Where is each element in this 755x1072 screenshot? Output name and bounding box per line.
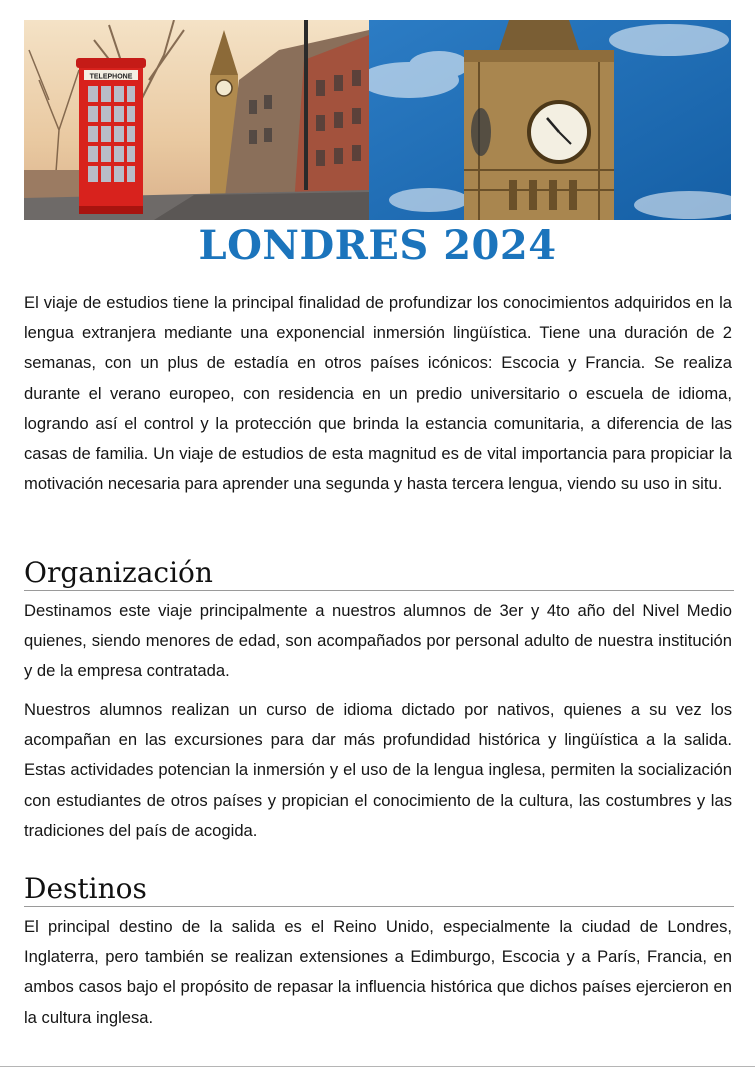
- organizacion-paragraph-1: Destinamos este viaje principalmente a nuestros alumnos de 3er y 4to año del Nivel Medio quienes, siendo menores de edad, son acompañados por personal adulto de nuestra institución y de la empresa contratada.: [24, 601, 732, 681]
- intro-paragraph: El viaje de estudios tiene la principal finalidad de profundizar los conocimientos adquiridos en la lengua extranjera mediante una exponencial inmersión lingüística. Tiene una duración de 2 semanas, con un plus de estadía en otros países icónicos: Escocia y Francia. Se realiza durante el verano europeo, con residencia en un predio universitario o escuela de idioma, logrando así el control y la protección que brinda la estancia comunitaria, a diferencia de las casas de familia. Un viaje de estudios de esta magnitud es de vital importancia para propiciar la motivación necesaria para aprender una segunda y hasta tercera lengua, viendo su uso in situ.: [24, 293, 732, 494]
- london-street-photo: [24, 20, 369, 220]
- section-divider: [24, 590, 734, 591]
- section-heading-destinos: Destinos: [24, 872, 147, 905]
- section-heading-organizacion: Organización: [24, 556, 213, 589]
- lamp-post-icon: [304, 20, 308, 190]
- destinos-paragraph-1: El principal destino de la salida es el Reino Unido, especialmente la ciudad de Londres, Inglaterra, pero también se realizan extensiones a Edimburgo, Escocia y a París, Francia, en ambos casos bajo el propósito de repasar la influencia histórica que dichos países ejercieron en la cultura inglesa.: [24, 917, 732, 1027]
- big-ben-photo: [369, 20, 731, 220]
- phone-booth-sign: TELEPHONE: [89, 73, 133, 81]
- section-divider: [24, 906, 734, 907]
- big-ben-tower-icon: [464, 20, 614, 220]
- page-title: LONDRES 2024: [198, 222, 557, 269]
- red-phone-booth-icon: [76, 58, 146, 214]
- page-bottom-divider: [0, 1066, 755, 1067]
- london-street-illustration: [24, 20, 369, 220]
- organizacion-paragraph-2: Nuestros alumnos realizan un curso de idioma dictado por nativos, quienes a su vez los acompañan en las excursiones para dar más profundidad histórica y lingüística a la salida. Estas actividades potencian la inmersión y el uso de la lengua inglesa, permiten la socialización con estudiantes de otros países y propician el conocimiento de la cultura, las costumbres y las tradiciones del país de acogida.: [24, 700, 732, 840]
- hero-banner: [24, 20, 731, 220]
- big-ben-illustration: [369, 20, 731, 220]
